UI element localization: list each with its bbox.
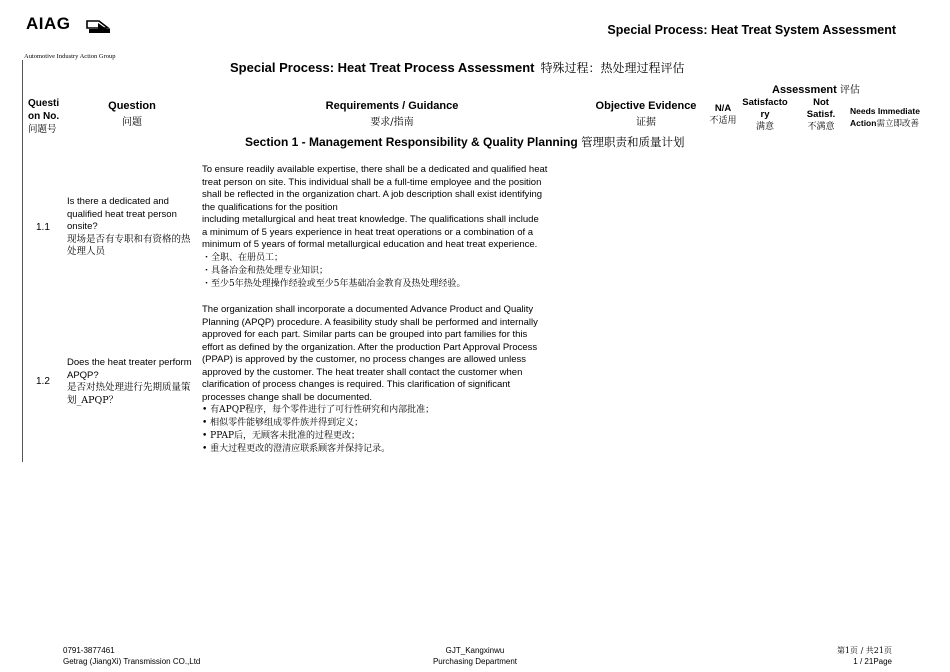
req-line: including metallurgical and heat treat knowledge. The qualifications shall include [202,214,539,225]
needs-label-cn: 需立即改善 [876,119,919,129]
column-header-question [100,100,164,128]
satisfactory-label-cn: 满意 [755,122,774,132]
req-bullet-cn: • 有APQP程序，每个零件进行了可行性研究和内部批准； [202,405,435,415]
requirements-label-cn: 要求/指南 [370,117,414,128]
qno-label-line2: on No. [28,111,60,122]
req-bullet-cn: ・至少5年热处理操作经验或至少5年基础冶金教育及热处理经验。 [202,278,466,289]
requirements-label-en: Requirements / Guidance [325,100,459,112]
req-bullet-cn: ・全职、在册员工； [202,252,284,263]
column-header-needs-immediate-action [850,105,930,130]
req-line: the qualifications for the position [202,201,338,213]
footer-page-cn: 第1页 / 共21页 [836,646,892,655]
req-line: treat person on site. This individual shall be a full-time employee and the position [202,176,542,188]
qno-label-line1: Questi [28,98,60,109]
org-name: Automotive Industry Action Group [24,53,116,60]
req-line: shall be reflected in the organization chart. A job description shall exist identifying [202,189,543,200]
na-label-cn: 不适用 [709,116,737,126]
footer-left [63,645,200,667]
evidence-label-en: Objective Evidence [595,100,697,112]
evidence-label-cn: 证据 [636,117,656,128]
needs-label-line2: Action [850,118,877,128]
req-bullet-cn: • 重大过程更改的澄清应联系顾客并保持记录。 [202,444,391,454]
req-line: processes change shall be documented. [202,391,373,403]
req-line: a minimum of 5 years experience in heat treat operations or a combination of a [202,226,534,238]
aiag-logo-text: AIAG [26,14,71,33]
assessment-label-cn: 评估 [839,85,860,96]
footer-page-en: 1 / 21Page [853,657,892,666]
question-text-en: Is there a dedicated and qualified heat treat person onsite? [67,196,177,232]
footer-phone: 0791-3877461 [63,646,115,655]
requirements-text [202,304,578,456]
satisfactory-label-line1: Satisfacto [742,97,788,108]
question-label-cn: 问题 [122,117,142,128]
question-number: 1.2 [36,376,50,387]
document-title-cn: 特殊过程：热处理过程评估 [540,61,685,75]
needs-label-line1: Needs Immediate [850,106,920,116]
req-line: approved for each part. Similar parts can be grouped into part families for this [202,329,528,340]
column-header-not-satisfactory [800,97,842,133]
req-bullet-cn: ・具备冶金和热处理专业知识； [202,265,329,276]
na-label-en: N/A [714,103,732,114]
footer-company: Getrag (JiangXi) Transmission CO.,Ltd [63,657,201,666]
notsatisf-label-line2: Satisf. [806,109,836,120]
question-label-en: Question [108,100,156,112]
column-header-question-no [28,97,59,136]
satisfactory-label-line2: ry [760,109,770,120]
column-header-requirements [310,100,474,128]
req-line: effort as defined by the organization. After the production Part Approval Process [202,341,538,353]
section-title-en: Section 1 - Management Responsibility & Quality Planning [245,135,578,149]
footer-center [420,645,530,667]
footer-page-number [837,645,892,667]
question-number: 1.1 [36,222,50,233]
req-line: clarification of process changes is required. This clarification of significant [202,379,511,390]
req-line: (PPAP) is approved by the customer, no process changes are allowed unless [202,354,527,365]
notsatisf-label-line1: Not [813,97,829,108]
req-line: approved by the customer. The heat treater shall contact the customer when [202,366,523,378]
column-header-satisfactory [738,97,792,133]
notsatisf-label-cn: 不满意 [807,122,835,132]
requirements-text [202,164,578,291]
req-line: Planning (APQP) procedure. A feasibility study shall be performed and internally [202,316,538,328]
assessment-label-en: Assessment [772,84,837,96]
question-text [67,357,195,407]
req-line: The organization shall incorporate a documented Advance Product and Quality [202,304,534,315]
left-border-rule [22,60,23,462]
column-header-objective-evidence [588,100,704,128]
document-title-en: Special Process: Heat Treat Process Assessment [230,60,535,75]
req-bullet-cn: • PPAP后，无顾客未批准的过程更改； [202,431,361,441]
qno-label-cn: 问题号 [28,124,57,135]
req-line: To ensure readily available expertise, there shall be a dedicated and qualified heat [202,164,548,175]
req-bullet-cn: • 相似零件能够组成零件族并得到定义； [202,418,364,428]
question-text-en: Does the heat treater perform APQP? [67,357,192,381]
column-header-na [708,103,738,127]
question-text-cn: 现场是否有专职和有资格的热处理人员 [67,233,191,257]
assessment-group-label [772,81,860,96]
question-text-cn: 是否对热处理进行先期质量策划_APQP？ [67,382,191,406]
footer-author: GJT_Kangxinwu [445,646,505,655]
section-title [245,134,685,150]
req-line: minimum of 5 years of formal metallurgical education and heat treat experience. [202,239,538,250]
aiag-logo-swoosh-icon [86,19,112,35]
footer-department: Purchasing Department [432,657,518,666]
header-title: Special Process: Heat Treat System Assessment [607,23,896,37]
document-title [230,59,684,76]
question-text [67,196,195,259]
section-title-cn: 管理职责和质量计划 [581,135,685,149]
